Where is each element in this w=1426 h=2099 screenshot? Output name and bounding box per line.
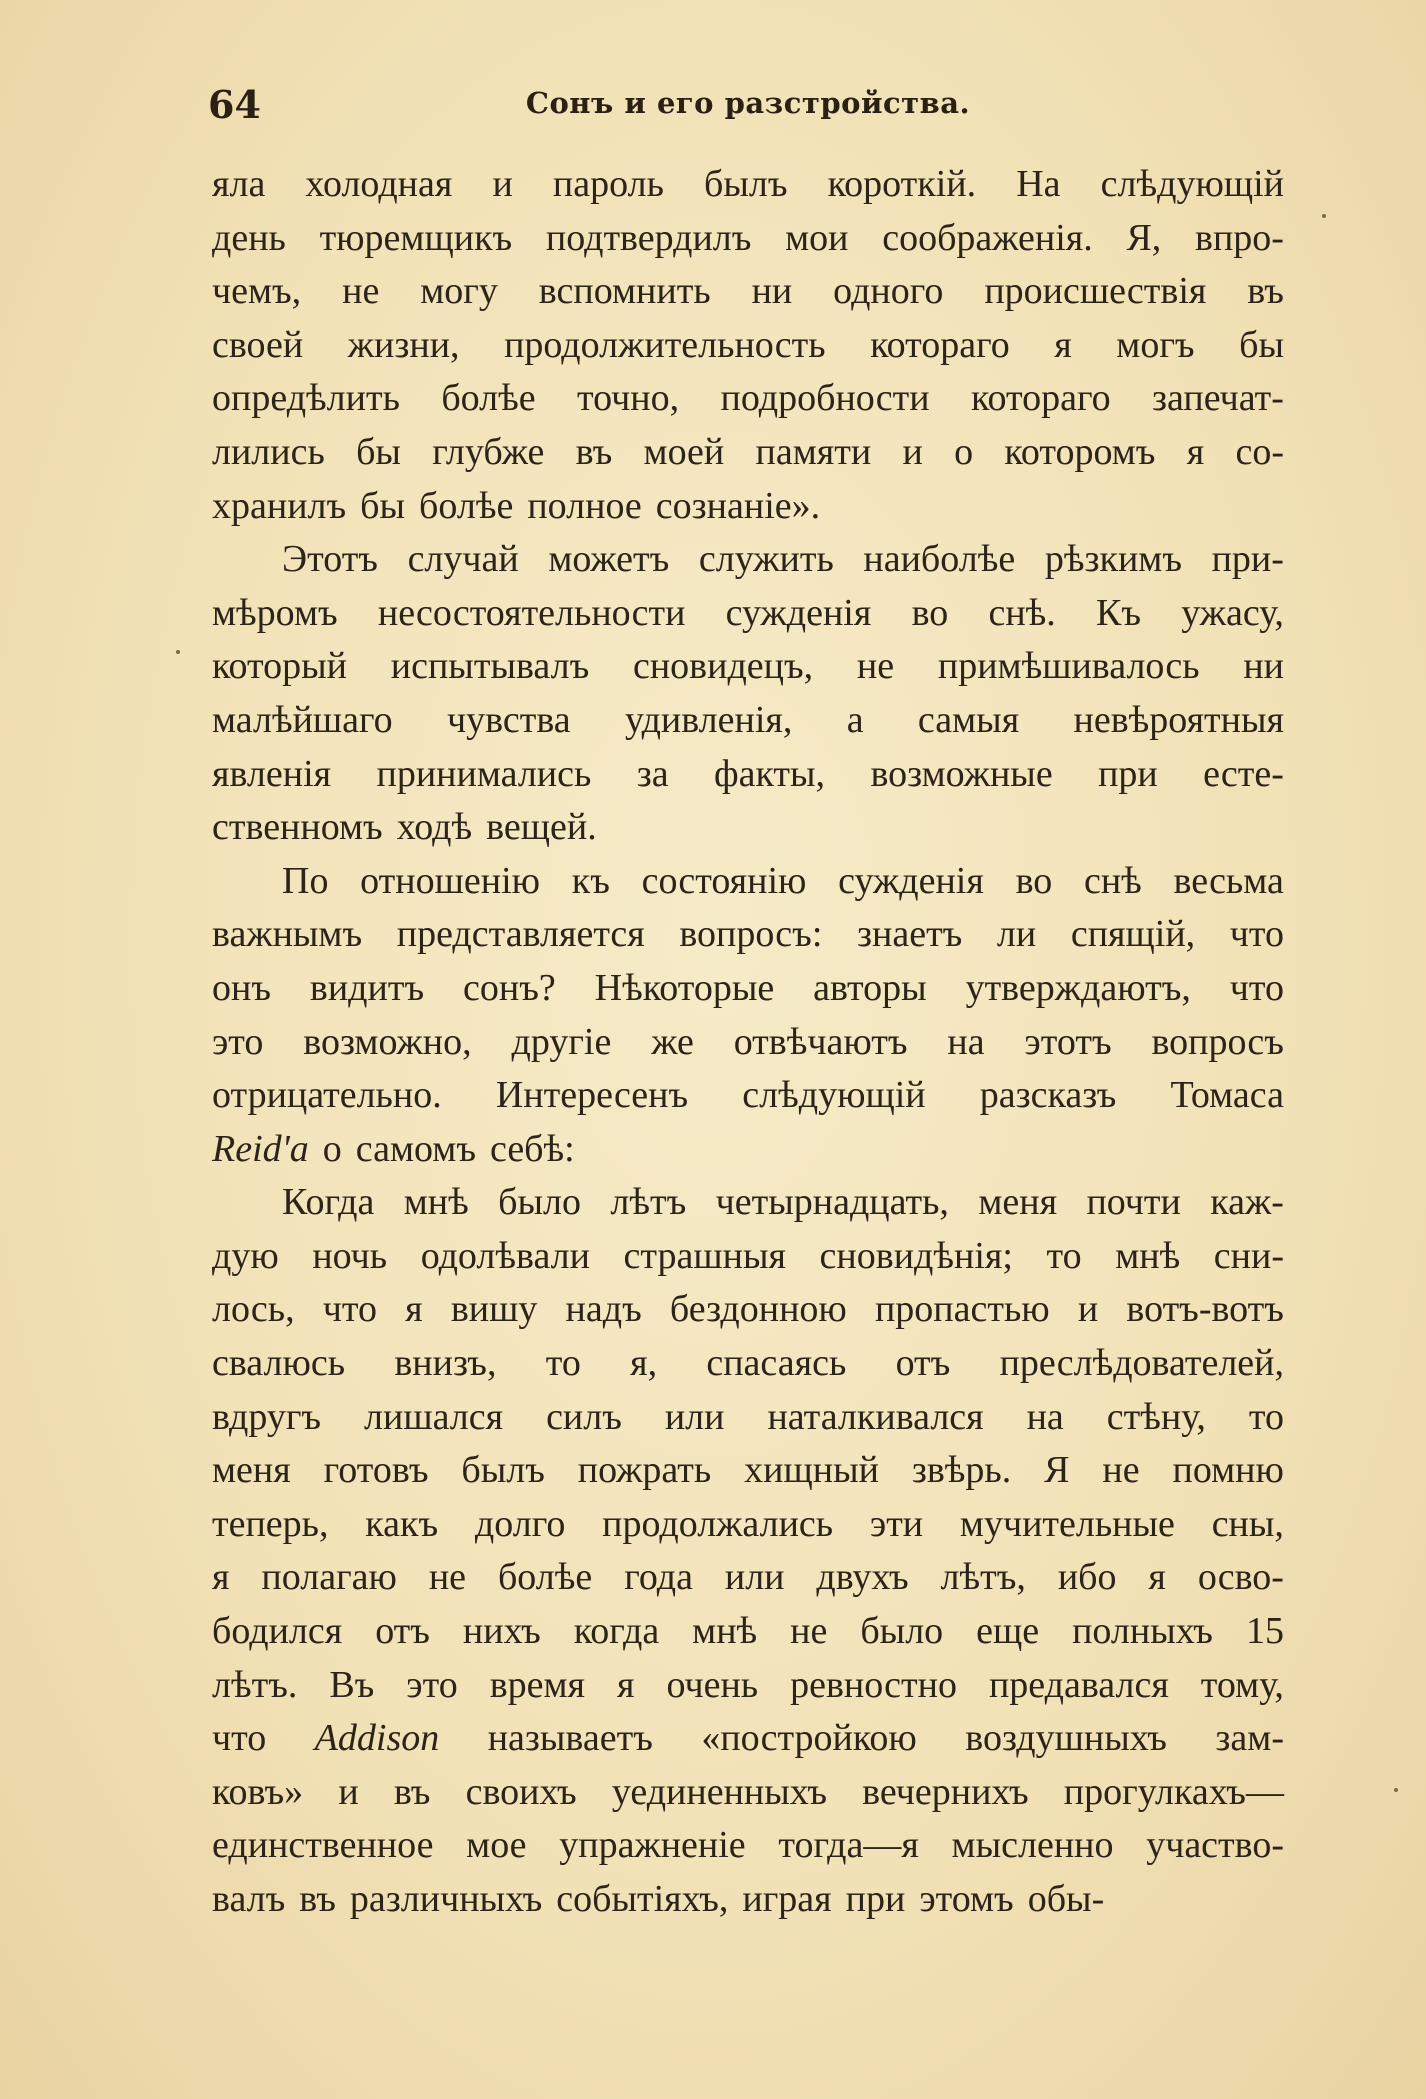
text-line: яла холодная и пароль былъ короткій. На слѣдующій	[212, 163, 1284, 205]
text-line: вдругъ лишался силъ или наталкивался на стѣну, то	[212, 1395, 1284, 1438]
body-text	[212, 158, 1284, 1927]
text-line: отрицательно. Интересенъ слѣдующій разсказъ Томаса	[212, 1074, 1284, 1117]
text-line: что Addison называетъ «постройкою воздушныхъ зам-	[212, 1717, 1284, 1760]
text-line: своей жизни, продолжительность котораго я могъ бы	[212, 323, 1284, 366]
text-line: который испытывалъ сновидецъ, не примѣшивалось ни	[212, 645, 1284, 688]
text-line: малѣйшаго чувства удивленія, а самыя невѣроятныя	[212, 698, 1284, 741]
paragraph	[212, 855, 1284, 1177]
text-line: теперь, какъ долго продолжались эти мучительные сны,	[212, 1502, 1284, 1545]
text-line: лѣтъ. Въ это время я очень ревностно предавался тому,	[212, 1663, 1284, 1706]
text-line: валъ въ различныхъ событіяхъ, играя при этомъ обы-	[212, 1878, 1105, 1920]
text-line: чемъ, не могу вспомнить ни одного происшествія въ	[212, 270, 1284, 313]
text-line: ковъ» и въ своихъ уединенныхъ вечернихъ прогулкахъ—	[212, 1770, 1284, 1813]
page-header	[208, 82, 1288, 130]
text-line: Reid'а о самомъ себѣ:	[212, 1127, 575, 1170]
page-number: 64	[208, 82, 261, 127]
text-line: лось, что я вишу надъ бездонною пропастью и вотъ-вотъ	[212, 1288, 1284, 1331]
paragraph	[212, 158, 1284, 533]
text-line: По отношенію къ состоянію сужденія во снѣ весьма	[282, 859, 1284, 902]
running-title: Сонъ и его разстройства.	[525, 86, 971, 120]
text-line: ственномъ ходѣ вещей.	[212, 806, 597, 849]
text-line: это возможно, другіе же отвѣчаютъ на этотъ вопросъ	[212, 1020, 1284, 1063]
text-line: Этотъ случай можетъ служить наиболѣе рѣзкимъ при-	[282, 538, 1284, 581]
text-line: важнымъ представляется вопросъ: знаетъ ли спящій, что	[212, 913, 1284, 956]
text-line: лились бы глубже въ моей памяти и о которомъ я со-	[212, 430, 1284, 473]
text-line: хранилъ бы болѣе полное сознаніе».	[212, 484, 821, 527]
text-line: меня готовъ былъ пожрать хищный звѣрь. Я не помню	[212, 1449, 1284, 1492]
text-line: Когда мнѣ было лѣтъ четырнадцать, меня почти каж-	[282, 1181, 1284, 1224]
text-line: онъ видитъ сонъ? Нѣкоторые авторы утверждаютъ, что	[212, 966, 1284, 1009]
text-line: мѣромъ несостоятельности сужденія во снѣ. Къ ужасу,	[212, 591, 1284, 634]
paragraph	[212, 533, 1284, 855]
text-line: опредѣлить болѣе точно, подробности котораго запечат-	[212, 377, 1284, 420]
paragraph	[212, 1176, 1284, 1926]
text-line: бодился отъ нихъ когда мнѣ не было еще полныхъ 15	[212, 1610, 1284, 1653]
text-line: свалюсь внизъ, то я, спасаясь отъ преслѣдователей,	[212, 1342, 1284, 1385]
text-line: единственное мое упражненіе тогда—я мысленно участво-	[212, 1824, 1284, 1867]
text-line: явленія принимались за факты, возможные при есте-	[212, 752, 1284, 795]
text-line: я полагаю не болѣе года или двухъ лѣтъ, ибо я осво-	[212, 1556, 1284, 1599]
text-line: дую ночь одолѣвали страшныя сновидѣнія; то мнѣ сни-	[212, 1234, 1284, 1277]
text-line: день тюремщикъ подтвердилъ мои соображенія. Я, впро-	[212, 216, 1284, 259]
